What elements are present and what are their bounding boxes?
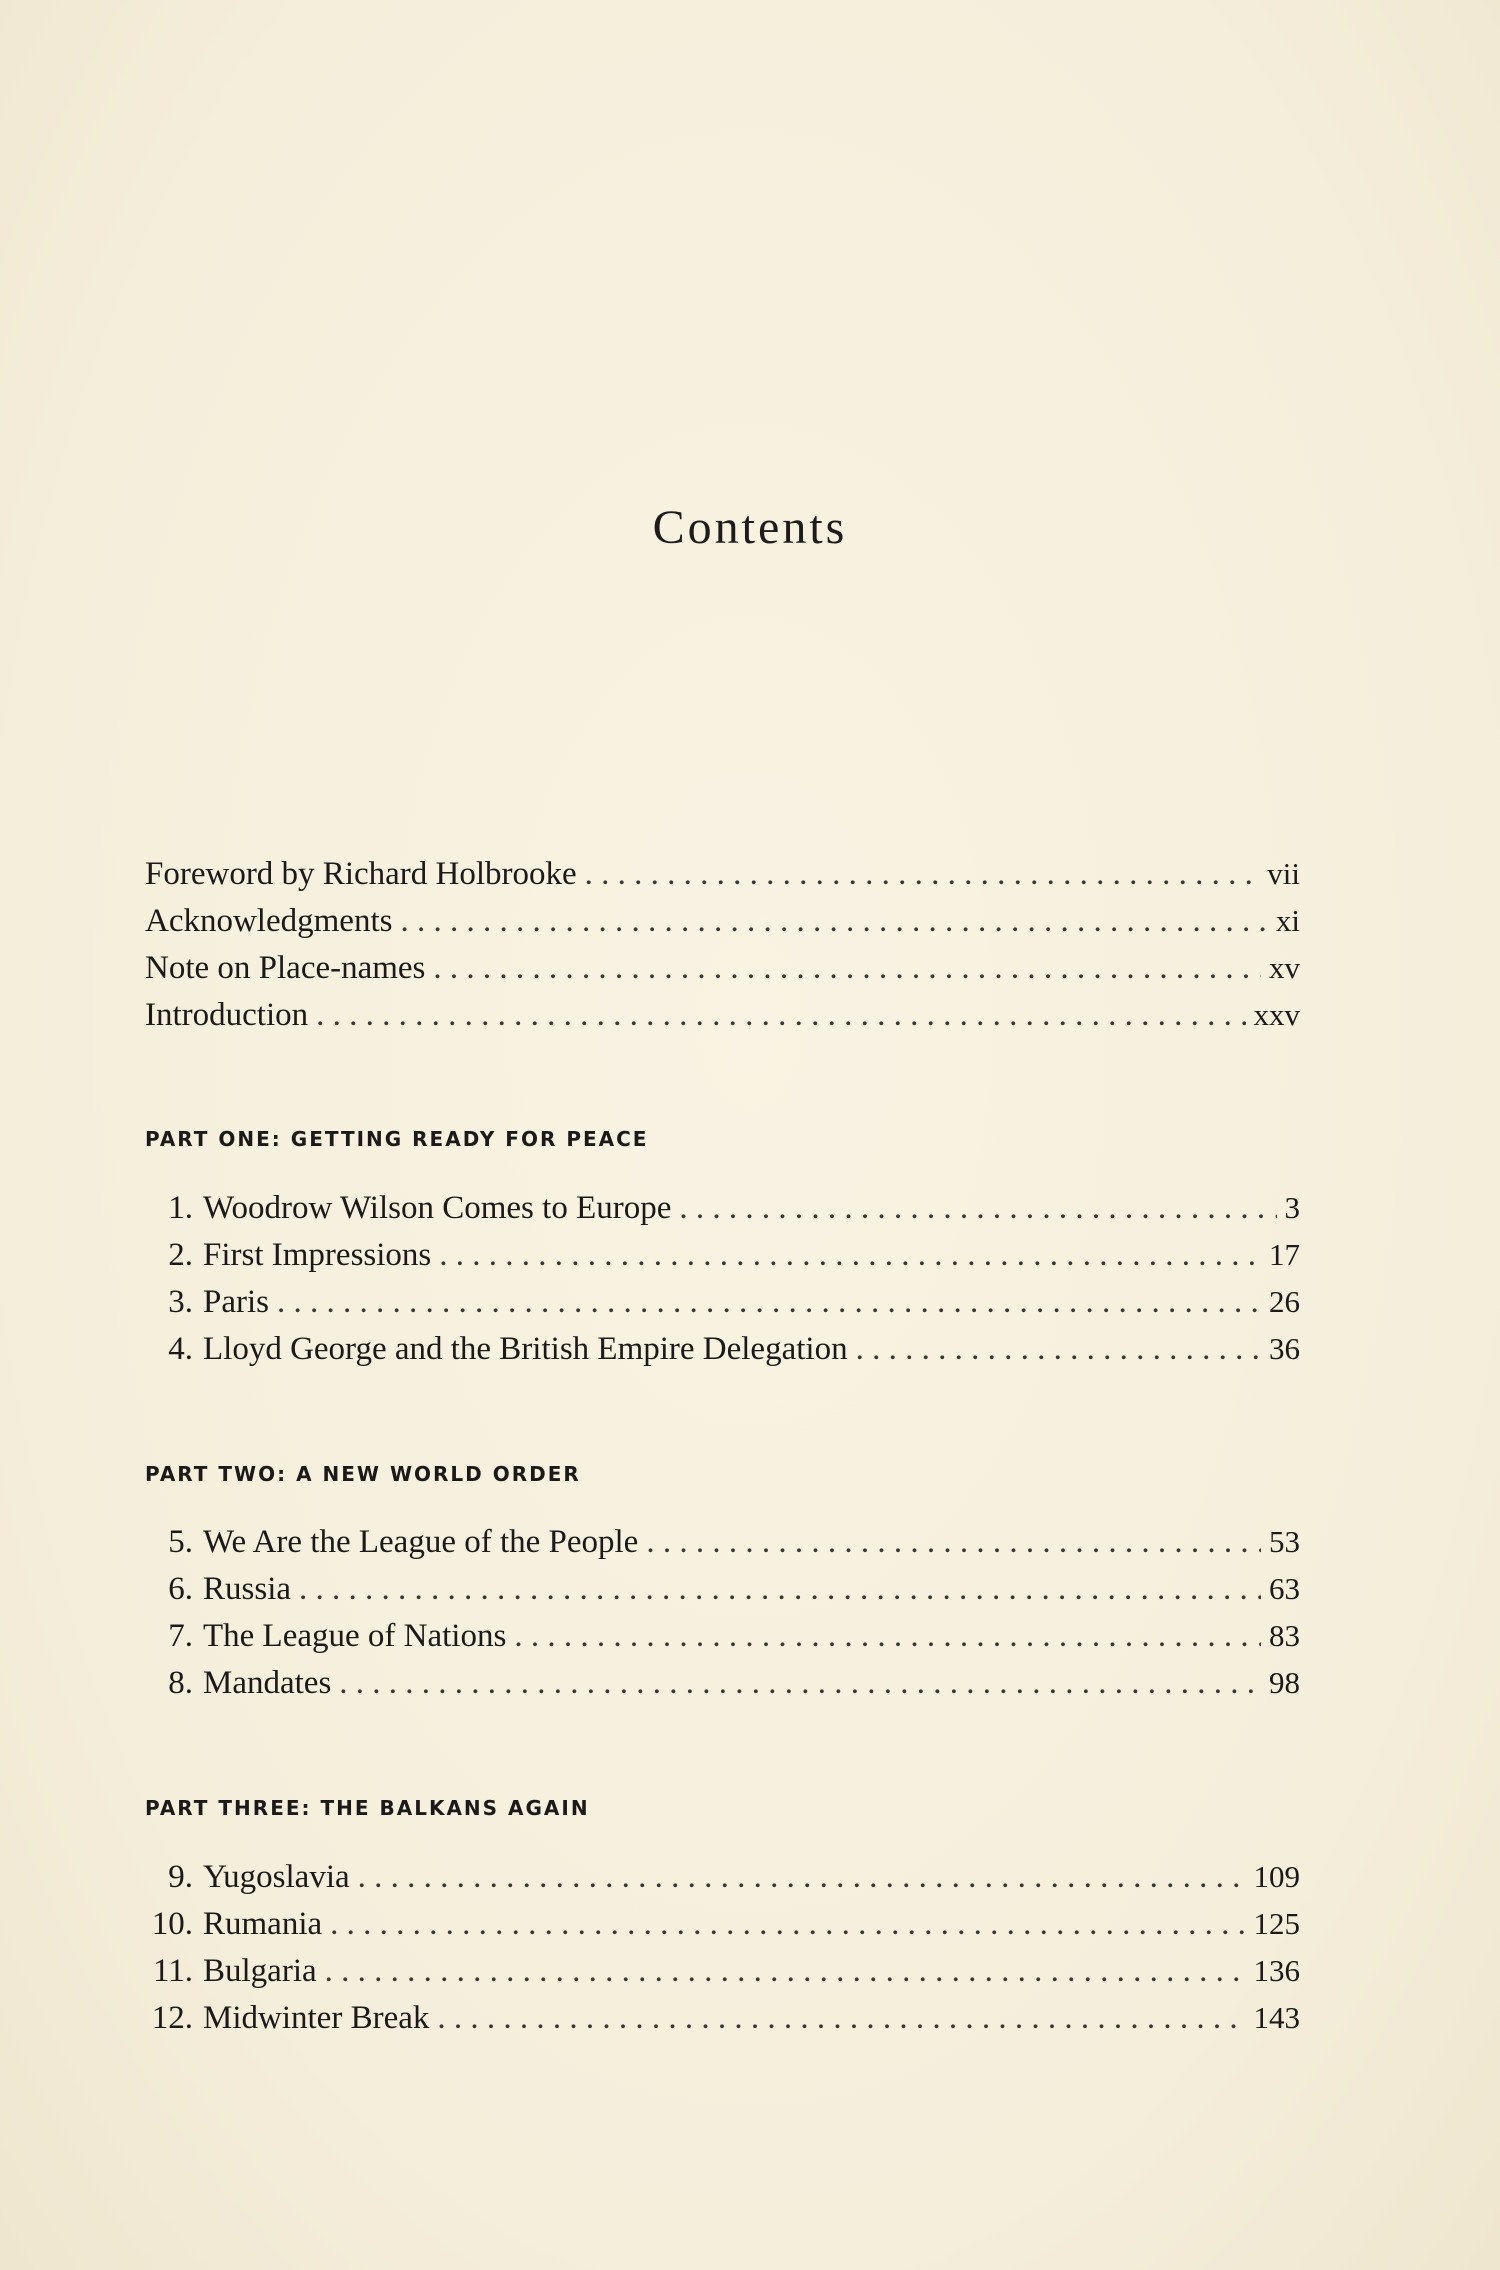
dot-leader — [856, 1326, 1261, 1373]
chapter-number: 10. — [151, 1906, 193, 1942]
dot-leader — [514, 1613, 1261, 1660]
entry-page: 98 — [1269, 1665, 1300, 1700]
entry-label: Introduction — [145, 997, 309, 1033]
entry-page: xv — [1269, 950, 1300, 985]
entry-label: Lloyd George and the British Empire Delegation — [203, 1331, 848, 1367]
chapter-number: 11. — [152, 1953, 193, 1989]
chapter-number: 8. — [168, 1665, 193, 1701]
dot-leader — [316, 992, 1245, 1039]
part-heading: PART THREE: THE BALKANS AGAIN — [145, 1796, 590, 1820]
toc-entry[interactable] — [145, 850, 1300, 897]
entry-label: We Are the League of the People — [203, 1524, 639, 1560]
dot-leader — [439, 1232, 1261, 1279]
toc-entry[interactable] — [145, 1231, 1300, 1278]
entry-page: 63 — [1269, 1571, 1300, 1606]
entry-page: 83 — [1269, 1618, 1300, 1653]
toc-entry[interactable] — [145, 1659, 1300, 1706]
toc-entry[interactable] — [145, 1853, 1300, 1900]
dot-leader — [330, 1901, 1245, 1948]
toc-entry[interactable] — [145, 1994, 1300, 2041]
toc-entry[interactable] — [145, 1565, 1300, 1612]
entry-label: Russia — [203, 1571, 292, 1607]
part-heading: PART TWO: A NEW WORLD ORDER — [145, 1462, 581, 1486]
entry-page: 53 — [1269, 1524, 1300, 1559]
dot-leader — [585, 851, 1260, 898]
toc-entry[interactable] — [145, 1900, 1300, 1947]
entry-page: 26 — [1269, 1284, 1300, 1319]
toc-entry[interactable] — [145, 991, 1300, 1038]
dot-leader — [339, 1660, 1261, 1707]
entry-label: Note on Place-names — [145, 950, 426, 986]
entry-page: 17 — [1269, 1237, 1300, 1272]
entry-label: Mandates — [203, 1665, 332, 1701]
dot-leader — [433, 945, 1261, 992]
toc-entry[interactable] — [145, 944, 1300, 991]
entry-page: 125 — [1253, 1906, 1300, 1941]
page-title: Contents — [652, 501, 848, 554]
chapter-number: 6. — [168, 1571, 193, 1607]
toc-entry[interactable] — [145, 1612, 1300, 1659]
dot-leader — [646, 1519, 1261, 1566]
entry-page: 3 — [1284, 1190, 1300, 1225]
entry-label: Yugoslavia — [203, 1859, 350, 1895]
chapter-number: 9. — [168, 1859, 193, 1895]
entry-label: The League of Nations — [203, 1618, 507, 1654]
entry-page: xxv — [1253, 997, 1300, 1032]
entry-page: 109 — [1253, 1859, 1300, 1894]
chapter-list — [145, 1853, 1300, 2041]
chapter-number: 3. — [168, 1284, 193, 1320]
toc-entry[interactable] — [145, 1947, 1300, 1994]
toc-entry[interactable] — [145, 1184, 1300, 1231]
entry-label: Bulgaria — [203, 1953, 317, 1989]
entry-page: 36 — [1269, 1331, 1300, 1366]
chapter-list — [145, 1184, 1300, 1372]
toc-entry[interactable] — [145, 1325, 1300, 1372]
dot-leader — [400, 898, 1267, 945]
toc-entry[interactable] — [145, 897, 1300, 944]
toc-entry[interactable] — [145, 1278, 1300, 1325]
entry-label: Woodrow Wilson Comes to Europe — [203, 1190, 672, 1226]
chapter-number: 12. — [151, 2000, 193, 2036]
chapter-number: 4. — [168, 1331, 193, 1367]
chapter-number: 5. — [168, 1524, 193, 1560]
dot-leader — [299, 1566, 1261, 1613]
chapter-number: 7. — [168, 1618, 193, 1654]
dot-leader — [679, 1185, 1276, 1232]
entry-label: Paris — [203, 1284, 269, 1320]
toc-entry[interactable] — [145, 1518, 1300, 1565]
entry-page: xi — [1275, 903, 1300, 938]
dot-leader — [358, 1854, 1246, 1901]
part-heading: PART ONE: GETTING READY FOR PEACE — [145, 1127, 649, 1151]
dot-leader — [325, 1948, 1246, 1995]
entry-label: Foreword by Richard Holbrooke — [145, 856, 577, 892]
dot-leader — [437, 1995, 1245, 2042]
entry-label: Midwinter Break — [203, 2000, 430, 2036]
chapter-number: 1. — [168, 1190, 193, 1226]
chapter-number: 2. — [168, 1237, 193, 1273]
entry-label: First Impressions — [203, 1237, 432, 1273]
front-matter-list — [145, 850, 1300, 1038]
entry-label: Rumania — [203, 1906, 323, 1942]
entry-label: Acknowledgments — [145, 903, 393, 939]
entry-page: 136 — [1253, 1953, 1300, 1988]
entry-page: 143 — [1253, 2000, 1300, 2035]
chapter-list — [145, 1518, 1300, 1706]
dot-leader — [277, 1279, 1261, 1326]
entry-page: vii — [1267, 856, 1300, 891]
